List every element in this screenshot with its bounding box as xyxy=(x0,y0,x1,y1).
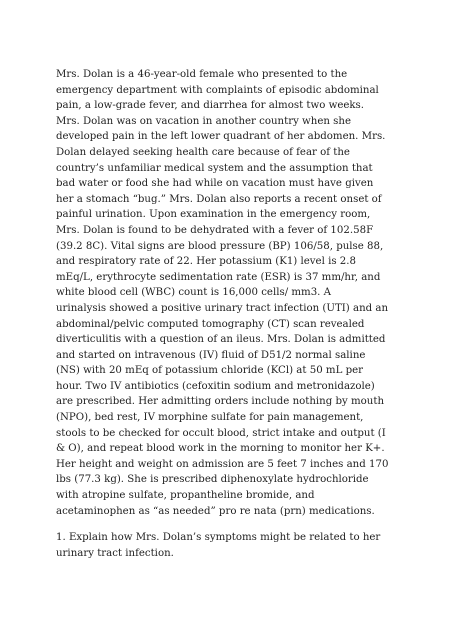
text-line: developed pain in the left lower quadrant of her abdomen. Mrs. xyxy=(56,131,386,143)
text-line: with atropine sulfate, propantheline bromide, and xyxy=(56,490,315,502)
case-study-paragraph xyxy=(56,67,406,519)
text-line: urinalysis showed a positive urinary tract infection (UTI) and an xyxy=(56,302,389,314)
text-line: diverticulitis with a question of an ileus. Mrs. Dolan is admitted xyxy=(56,334,386,346)
text-line: mEq/L, erythrocyte sedimentation rate (ESR) is 37 mm/hr, and xyxy=(56,271,381,283)
text-line: hour. Two IV antibiotics (cefoxitin sodium and metronidazole) xyxy=(56,380,375,392)
text-line: Dolan delayed seeking health care because of fear of the xyxy=(56,146,350,158)
text-line: Mrs. Dolan is found to be dehydrated with a fever of 102.58F xyxy=(56,224,374,236)
text-line: (NPO), bed rest, IV morphine sulfate for pain management, xyxy=(56,412,364,424)
text-line: Mrs. Dolan is a 46-year-old female who presented to the xyxy=(56,69,348,80)
text-line: country’s unfamiliar medical system and the assumption that xyxy=(56,162,373,174)
text-line: & O), and repeat blood work in the morning to monitor her K+. xyxy=(56,443,385,455)
text-line: pain, a low-grade fever, and diarrhea for almost two weeks. xyxy=(56,100,365,112)
text-line: Her height and weight on admission are 5 feet 7 inches and 170 xyxy=(56,458,389,470)
text-line: and started on intravenous (IV) fluid of D51/2 normal saline xyxy=(56,349,366,361)
question-line: urinary tract infection. xyxy=(56,547,174,559)
text-line: her a stomach “bug.” Mrs. Dolan also reports a recent onset of xyxy=(56,193,382,205)
text-line: Mrs. Dolan was on vacation in another country when she xyxy=(56,115,351,127)
text-line: (NS) with 20 mEq of potassium chloride (KCl) at 50 mL per xyxy=(56,365,363,377)
text-line: bad water or food she had while on vacation must have given xyxy=(56,178,374,190)
text-line: abdominal/pelvic computed tomography (CT) scan revealed xyxy=(56,318,365,330)
question-line: 1. Explain how Mrs. Dolan’s symptoms might be related to her xyxy=(56,532,381,543)
text-line: white blood cell (WBC) count is 16,000 cells/ mm3. A xyxy=(56,287,332,299)
text-line: emergency department with complaints of episodic abdominal xyxy=(56,84,379,96)
question-1 xyxy=(56,530,406,561)
text-line: stools to be checked for occult blood, strict intake and output (I xyxy=(56,427,386,439)
text-line: and respiratory rate of 22. Her potassium (K1) level is 2.8 xyxy=(56,256,357,268)
text-line: (39.2 8C). Vital signs are blood pressure (BP) 106/58, pulse 88, xyxy=(56,240,384,252)
text-line: acetaminophen as “as needed” pro re nata (prn) medications. xyxy=(56,505,375,517)
text-line: lbs (77.3 kg). She is prescribed diphenoxylate hydrochloride xyxy=(56,474,369,486)
text-line: painful urination. Upon examination in the emergency room, xyxy=(56,209,371,221)
text-line: are prescribed. Her admitting orders include nothing by mouth xyxy=(56,396,385,408)
